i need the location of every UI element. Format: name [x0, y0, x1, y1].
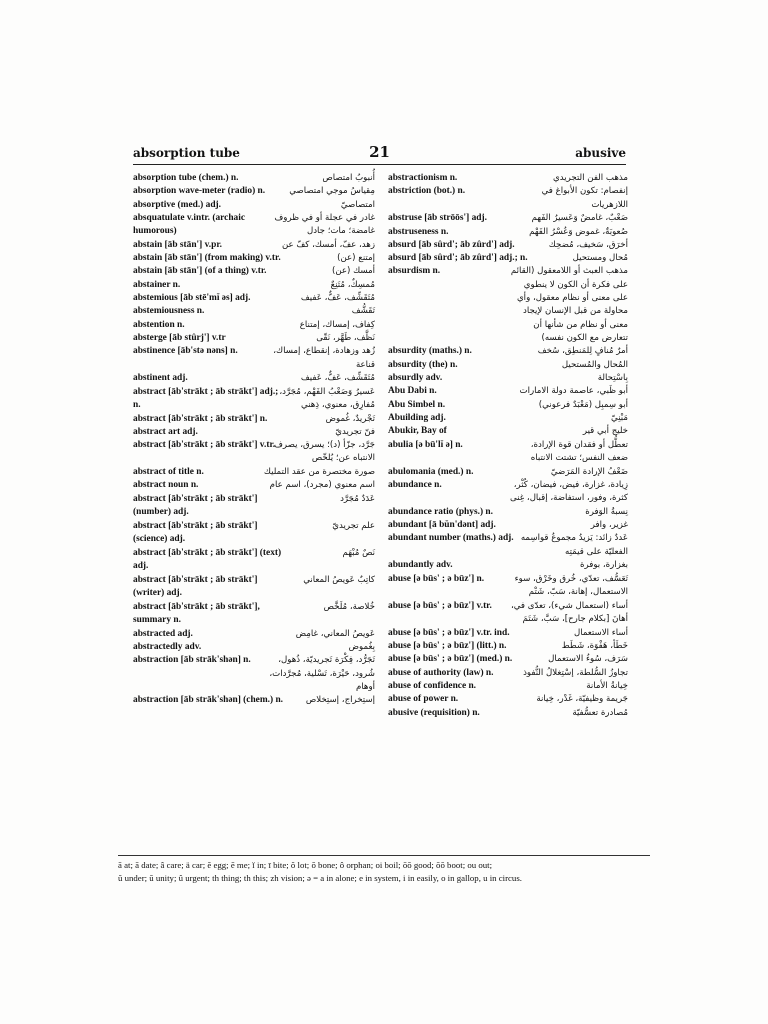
dictionary-entry [388, 359, 628, 372]
entry-headword: abstract noun n. [133, 480, 199, 491]
entry-arabic-translation: نَصٌ مُبْهَم [342, 547, 375, 558]
dictionary-entry [133, 319, 375, 332]
entry-arabic-translation: جَرَّد، جزّأ (د)؛ يسرق، يصرف الانتباه عن؛ يُلخّص [273, 440, 375, 464]
entry-headword: abundance n. [388, 479, 442, 490]
entry-arabic-translation: تَجَرُّد، فِكْرَة تَجريديّة، ذُهول، شُرود، حَيْرَة، تَسْلية، مُجرَّدات، أوهام [269, 655, 375, 692]
entry-headword: abstract [āb'strākt ; āb strākt'] (science) adj. [133, 520, 258, 545]
dictionary-entry [388, 680, 628, 693]
dictionary-entry [133, 654, 375, 694]
entry-arabic-translation: إستِخراج، إستِخلاص [305, 695, 375, 706]
entry-arabic-translation: بِغُموض [348, 642, 375, 653]
entry-arabic-translation: بغزارة، بوفرة [579, 560, 628, 571]
dictionary-entry [133, 628, 375, 641]
entry-arabic-translation: مُتَقَشِّف، عَفٌّ، عَفيف [300, 293, 375, 304]
entry-arabic-translation: فنّ تجريديّ [335, 426, 375, 437]
entry-headword: abstruseness n. [388, 226, 449, 237]
entry-headword: abstracted adj. [133, 628, 193, 639]
entry-headword: abulia [ə bū'lĭ ə] n. [388, 439, 463, 450]
entry-headword: absterge [āb stûrj'] v.tr [133, 332, 226, 343]
entry-arabic-translation: تجاوزُ السُّلطة، إسْتِغلالُ النُّفوذ [523, 667, 628, 678]
entry-headword: absorption wave-meter (radio) n. [133, 186, 266, 197]
dictionary-entry [388, 506, 628, 519]
entry-headword: abundance ratio (phys.) n. [388, 506, 493, 517]
entry-arabic-translation: تَقَشُّف [351, 306, 375, 317]
dictionary-entry [388, 345, 628, 358]
dictionary-entry [133, 601, 375, 628]
dictionary-entry [388, 573, 628, 600]
header-guide-word-left: absorption tube [133, 146, 240, 160]
entry-headword: absurdity (maths.) n. [388, 346, 472, 357]
entry-arabic-translation: كاتِبٌ عَويصُ المعاني [303, 574, 375, 585]
entry-arabic-translation: اسم معنوي (مجرد)، اسم عام [269, 480, 375, 491]
entry-arabic-translation: أبو ظَبي، عاصمة دولة الامارات [519, 386, 628, 397]
entry-headword: abuse of authority (law) n. [388, 667, 494, 678]
dictionary-entry [133, 252, 375, 265]
entry-arabic-translation: مُحال ومستحيل [572, 253, 628, 264]
entry-headword: abstract [āb'strākt ; āb strākt'] adj.; n. [133, 386, 279, 410]
entry-headword: absurdity (the) n. [388, 359, 458, 370]
dictionary-entry [388, 559, 628, 572]
entry-headword: abstractedly adv. [133, 642, 202, 653]
dictionary-entry [133, 520, 375, 547]
header-guide-word-right: abusive [575, 146, 626, 160]
dictionary-entry [133, 185, 375, 198]
entry-arabic-translation: بِاسْتِحالة [597, 373, 628, 384]
dictionary-entry [133, 574, 375, 601]
dictionary-entry [388, 466, 628, 479]
entry-headword: abuse [ə būs' ; ə būz'] (litt.) n. [388, 641, 507, 652]
dictionary-entry [388, 412, 628, 425]
entry-arabic-translation: نِسبةُ الوَفرة [585, 506, 628, 517]
pronunciation-key-line: ŭ under; ū unity; û urgent; th thing; th this; zh vision; ə = a in alone; e in system, i in easily, o in gallop, u in circus. [118, 873, 522, 883]
entry-arabic-translation: مِقياسُ موجي امتصاصي [289, 186, 375, 197]
entry-arabic-translation: غزير، وافر [590, 520, 628, 531]
entry-headword: abuse [ə būs' ; ə būz'] v.tr. ind. [388, 627, 510, 638]
entry-arabic-translation: زِيادة، غزارة، فيض، فيضان، كُثْر، كثرة، وفور، استفاضة، إقبال، غِنى [509, 479, 628, 504]
right-column [388, 172, 628, 720]
dictionary-entry [388, 265, 628, 345]
dictionary-entry [388, 372, 628, 385]
entry-headword: absurd [āb sûrd'; āb zûrd'] adj.; n. [388, 253, 528, 264]
entry-arabic-translation: مذهب العبث أو اللامعقول (القائم على فكرة أن الكون لا ينطوي على معنى أو نظام معقول، وأي محاولة من قبل الإنسان لإيجاد معنى أو نظام من شأنها أن تتعارض مع الكون نفسه) [510, 266, 628, 343]
dictionary-entry [133, 372, 375, 385]
dictionary-entry [388, 172, 628, 185]
entry-arabic-translation: خُلاصة، مُلَخَّص [323, 601, 375, 612]
dictionary-entry [388, 532, 628, 559]
entry-headword: absorptive (med.) adj. [133, 199, 222, 210]
dictionary-entry [388, 226, 628, 239]
dictionary-entry [133, 466, 375, 479]
dictionary-entry [133, 479, 375, 492]
entry-arabic-translation: عَددٌ زائد: يَزيدُ مجموعُ قواسِمه الفعليّة على قيمَتِه [520, 533, 628, 557]
dictionary-entry [133, 493, 375, 520]
entry-headword: abundant [ā bŭn'dənt] adj. [388, 520, 496, 531]
entry-headword: abstriction (bot.) n. [388, 186, 466, 197]
dictionary-entry [388, 399, 628, 412]
entry-arabic-translation: مُمسِكٌ، مُتَنِعٌ [330, 279, 375, 290]
entry-headword: abuse of confidence n. [388, 680, 477, 691]
entry-arabic-translation: إنفصام: تكون الأبواغ في اللازهريات [541, 186, 628, 210]
entry-headword: abstinence [āb'stə nəns] n. [133, 346, 238, 357]
dictionary-entry [388, 519, 628, 532]
dictionary-entry [133, 212, 375, 239]
entry-headword: abuse [ə būs' ; ə būz'] n. [388, 573, 485, 584]
entry-headword: abstract [āb'strākt ; āb strākt'] n. [133, 413, 268, 424]
entry-arabic-translation: إمتنع (عن) [337, 253, 375, 264]
entry-arabic-translation: خليج أبي قير [582, 426, 628, 437]
entry-headword: abstract of title n. [133, 467, 204, 478]
dictionary-entry [388, 425, 628, 438]
page-number: 21 [369, 143, 390, 161]
entry-arabic-translation: كِفاف، إمساك، إمتناع [299, 319, 375, 330]
entry-headword: absorption tube (chem.) n. [133, 173, 239, 183]
entry-headword: abuse of power n. [388, 694, 459, 705]
entry-arabic-translation: سَرَف، سُوءُ الاستعمال [548, 654, 628, 665]
entry-arabic-translation: أساء الاستعمال [573, 627, 628, 638]
dictionary-entry [388, 212, 628, 225]
dictionary-entry [133, 199, 375, 212]
entry-arabic-translation: نَظَّف، طَهَّر، نَقّى [316, 332, 375, 343]
entry-arabic-translation: أبو سِمبِل (مَعْبَدٌ فرعوني) [538, 399, 628, 410]
entry-headword: abstract [āb'strākt ; āb strākt'] v.tr. [133, 440, 276, 451]
entry-headword: abstainer n. [133, 279, 181, 290]
entry-arabic-translation: مذهب الفن التجريدي [553, 173, 628, 183]
entry-headword: abulomania (med.) n. [388, 466, 474, 477]
entry-headword: abstract art adj. [133, 426, 198, 437]
entry-arabic-translation: زهد، عفّ، أمسك، كفّ عن [281, 239, 375, 250]
entry-headword: absquatulate v.intr. (archaic humorous) [133, 212, 245, 237]
dictionary-entry [388, 600, 628, 627]
entry-arabic-translation: خَطَأ، هَفْوَة، شَطَط [561, 641, 628, 652]
entry-headword: abstract [āb'strākt ; āb strākt'] (number) adj. [133, 493, 258, 518]
entry-headword: abuse [ə būs' ; ə būz'] (med.) n. [388, 654, 513, 665]
entry-arabic-translation: غادر في عجلة أو في ظروف غامضة؛ مات؛ جادل [274, 212, 375, 237]
entry-headword: absurd [āb sûrd'; āb zûrd'] adj. [388, 239, 515, 250]
entry-headword: abstract [āb'strākt ; āb strākt'] (text) adj. [133, 547, 282, 572]
entry-headword: abstinent adj. [133, 373, 188, 384]
entry-headword: Abu Dabi n. [388, 386, 437, 397]
pronunciation-key-line: ā at; ā date; â care; ä car; ĕ egg; ē me; ĭ in; ī bite; ŏ lot; ō bone; ô orphan; oi boil; ōō good; ōō boot; ou out; [118, 860, 493, 870]
dictionary-entry [133, 279, 375, 292]
dictionary-entry [133, 305, 375, 318]
entry-headword: abstain [āb stān'] v.pr. [133, 239, 223, 250]
entry-arabic-translation: جَريمة وظيفيّة، غَدْر، خِيانة [536, 694, 628, 705]
entry-arabic-translation: صُعوبَةٌ، غموض وَعُسْرُ الفَهْم [529, 226, 628, 237]
entry-arabic-translation: مَبْنِيّ [611, 412, 628, 423]
entry-arabic-translation: صورة مختصرة من عقد التمليك [263, 467, 375, 478]
entry-arabic-translation: صَعْبٌ، غامضٌ وَعَسيرُ الفَهم [531, 213, 628, 224]
entry-headword: abstain [āb stān'] (of a thing) v.tr. [133, 266, 267, 277]
entry-headword: absurdly adv. [388, 373, 443, 384]
dictionary-entry [388, 185, 628, 212]
entry-headword: abstention n. [133, 319, 185, 330]
entry-arabic-translation: المُحال والمُستحيل [561, 359, 628, 370]
entry-arabic-translation: أمرٌ مُنافٍ لِلمَنطِق، سُخف [537, 346, 628, 357]
entry-arabic-translation: امتصاصيّ [340, 199, 375, 210]
dictionary-entry [388, 439, 628, 466]
dictionary-entry [133, 172, 375, 185]
entry-arabic-translation: عَدَدٌ مُجَرَّد [340, 493, 375, 504]
entry-arabic-translation: ضَعْفُ الإرادة المَرَضيّ [550, 466, 628, 477]
entry-headword: abstain [āb stān'] (from making) v.tr. [133, 253, 281, 264]
dictionary-entry [133, 413, 375, 426]
entry-arabic-translation: أمسك (عن) [331, 266, 375, 277]
entry-headword: Abukir, Bay of [388, 426, 447, 437]
dictionary-entry [133, 439, 375, 466]
entry-headword: abstemiousness n. [133, 306, 205, 317]
dictionary-entry [133, 239, 375, 252]
entry-arabic-translation: علم تجريديّ [332, 520, 375, 531]
entry-headword: absurdism n. [388, 266, 441, 277]
entry-headword: abstemious [āb stē'mĭ əs] adj. [133, 293, 251, 304]
entry-arabic-translation: خِيانةُ الأمانة [586, 680, 628, 691]
entry-headword: Abu Simbel n. [388, 399, 446, 410]
entry-headword: abstract [āb'strākt ; āb strākt'], summary n. [133, 601, 260, 626]
entry-arabic-translation: تعطُّل أو فقدان قوة الإرادة، ضعف النفس؛ تشتت الانتباه [530, 439, 628, 463]
dictionary-entry [133, 694, 375, 707]
entry-headword: abstraction [āb strāk'shən] n. [133, 655, 251, 666]
entry-arabic-translation: عَسيرُ وَصَعْبُ الفَهْم، مُجَرَّد، مُفارِق، معنوي، ذِهني [279, 386, 375, 410]
page-header [133, 143, 626, 165]
entry-arabic-translation: تَجْريدٌ، غُموض [325, 413, 375, 424]
entry-arabic-translation: عَويصُ المعاني، غامِض [295, 628, 375, 639]
dictionary-entry [133, 386, 375, 413]
dictionary-entry [388, 239, 628, 252]
entry-headword: abuse [ə būs' ; ə būz'] v.tr. [388, 600, 492, 611]
entry-headword: abstruse [āb strōōs'] adj. [388, 213, 487, 224]
dictionary-entry [388, 653, 628, 666]
dictionary-entry [133, 265, 375, 278]
entry-arabic-translation: مُتَقَشِّف، عَفٌّ، عَفيف [300, 373, 375, 384]
dictionary-entry [388, 627, 628, 640]
entry-headword: abusive (requisition) n. [388, 707, 480, 718]
dictionary-entry [133, 345, 375, 372]
entry-headword: abundantly adv. [388, 560, 453, 571]
entry-arabic-translation: زُهد وزهادة، إنقطاع، إمساك، قناعة [273, 346, 375, 370]
dictionary-entry [388, 693, 628, 706]
dictionary-entry [133, 641, 375, 654]
entry-headword: abundant number (maths.) adj. [388, 533, 514, 544]
dictionary-entry [388, 479, 628, 506]
entry-headword: Abuilding adj. [388, 412, 446, 423]
entry-headword: abstraction [āb strāk'shən] (chem.) n. [133, 695, 283, 706]
entry-arabic-translation: أخرَق، سَخيف، مُضحِك [548, 239, 628, 250]
dictionary-entry [133, 292, 375, 305]
entry-arabic-translation: أُنبوبُ امتصاص [322, 173, 375, 183]
entry-arabic-translation: أساء (استعمال شيء)، تعدّى في، أهانَ [بكلام جارح]، سَبَّ، شَتَمَ [510, 600, 628, 625]
dictionary-entry [388, 640, 628, 653]
entry-arabic-translation: تَعَسُّف، تعدّي، خُرق وخَرْق، سوء الاستعمال، إهانة، سَبّ، شَتْم [514, 573, 628, 598]
dictionary-entry [388, 252, 628, 265]
left-column [133, 172, 375, 708]
dictionary-entry [133, 426, 375, 439]
dictionary-entry [133, 332, 375, 345]
dictionary-entry [388, 385, 628, 398]
dictionary-entry [133, 547, 375, 574]
entry-arabic-translation: مُصادرة تعسُّفيّة [572, 707, 628, 718]
dictionary-entry [388, 667, 628, 680]
pronunciation-key [118, 855, 650, 885]
entry-headword: abstractionism n. [388, 173, 458, 183]
dictionary-entry [388, 707, 628, 720]
entry-headword: abstract [āb'strākt ; āb strākt'](writer) adj. [133, 574, 258, 599]
